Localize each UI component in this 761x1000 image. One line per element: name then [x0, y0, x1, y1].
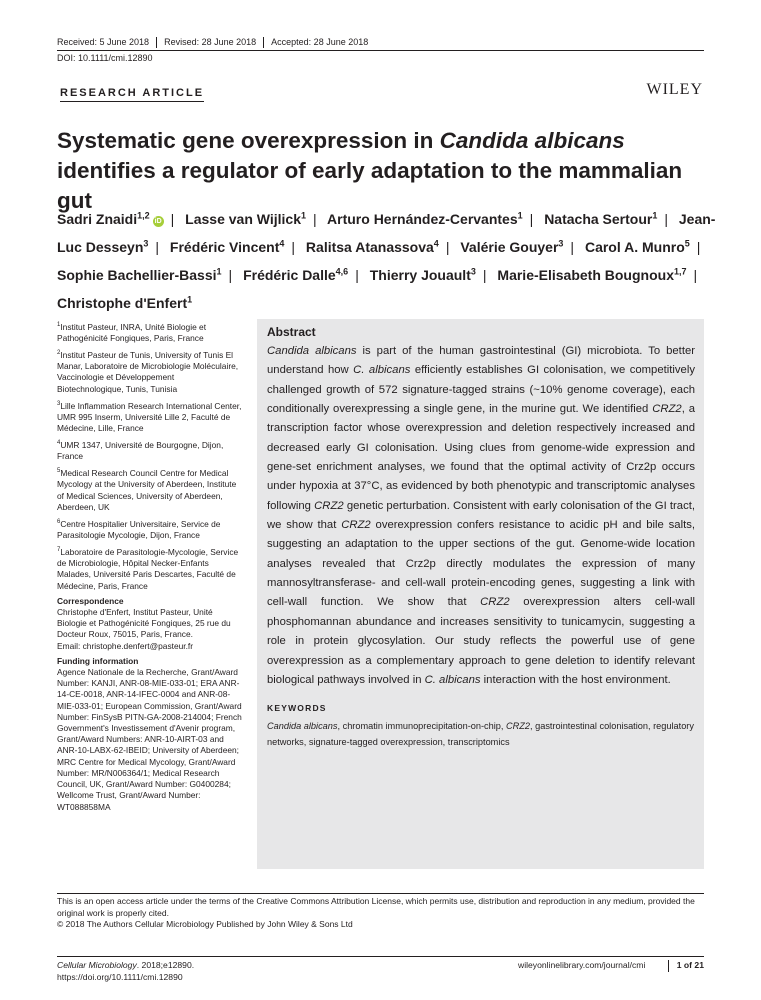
author-separator: | [664, 210, 668, 227]
author: Carol A. Munro$^5$ [584, 238, 690, 255]
author: Christophe d'Enfert$^1$ [57, 294, 193, 312]
license-text: This is an open access article under the terms of the Creative Commons Attribution License, which permits use, distribution and reproduction in any medium, provided the original work is properly cited. [57, 896, 695, 918]
author: Valérie Gouyer$^3$ [460, 238, 564, 255]
author: Frédéric Dalle$^{4,6}$ [243, 266, 349, 283]
affiliation-list [57, 320, 243, 592]
author-separator: | [228, 266, 233, 283]
author-separator: | [570, 238, 575, 255]
author-separator: | [445, 238, 450, 255]
doi[interactable]: DOI: 10.1111/cmi.12890 [57, 53, 153, 63]
publication-dates [57, 37, 382, 48]
author: Natacha Sertour$^1$ [544, 210, 658, 227]
author-separator: | [529, 210, 534, 227]
license-notice [57, 896, 707, 931]
abstract-text: Candida albicans is part of the human gastrointestinal (GI) microbiota. To better understand how C. albicans efficiently establishes GI colonisation, we competitively challenged growth of 572 signature-tagged strains (~10% genome coverage), each conditionally overexpressing a single gene, in the murine gut. We identified CRZ2, a transcription factor whose overexpression and deletion respectively increased and decreased early GI colonisation. Using clues from genome-wide expression and gene-set enrichment analyses, we found that the optimal activity of Crz2p occurs under hypoxia at 37°C, as evidenced by both phenotypic and transcriptomic analyses following CRZ2 genetic perturbation. Consistent with early colonisation of the GI tract, we show that CRZ2 overexpression confers resistance to acidic pH and bile salts, suggesting an adaptation to the upper sections of the gut. Genome-wide location analyses revealed that Crz2p directly modulates the expression of many mannosyltransferase- and cell-wall protein-encoding genes, suggesting a link with cell-wall function. We show that CRZ2 overexpression alters cell-wall phosphomannan abundance and increases sensitivity to tunicamycin, suggesting a role in protein glycosylation. Our study reflects the powerful use of gene overexpression as a complementary approach to gene deletion to identify relevant biological pathways involved in C. albicans interaction with the host environment. [267, 345, 696, 686]
author: Sophie Bachellier-Bassi$^1$ [57, 266, 222, 283]
author: Lasse van Wijlick$^1$ [185, 210, 307, 227]
affiliation: $^1$Institut Pasteur, INRA, Unité Biologie et Pathogénicité Fongiques, Paris, France [57, 321, 207, 343]
author: Marie-Elisabeth Bougnoux$^{1,7}$ [497, 266, 687, 283]
journal-site-link[interactable]: wileyonlinelibrary.com/journal/cmi [518, 960, 646, 970]
author: Sadri Znaidi$^{1,2}$iD [57, 210, 162, 227]
author: Ralitsa Atanassova$^4$ [305, 238, 439, 255]
funding-heading: Funding information [57, 655, 139, 666]
affiliation: $^4$UMR 1347, Université de Bourgogne, Dijon, France [57, 440, 224, 462]
author: Jean-Luc Desseyn$^3$ [57, 210, 716, 255]
footer-divider [668, 960, 669, 972]
journal-name: Cellular Microbiology [57, 960, 137, 970]
sidebar-info [57, 320, 243, 813]
doi-link[interactable]: https://doi.org/10.1111/cmi.12890 [57, 971, 183, 982]
funding-text: Agence Nationale de la Recherche, Grant/Award Number: KANJI, ANR-08-MIE-033-01; ERA ANR-14-CE-0018, ANR-14-IFEC-0004 and ANR-08-MIE-033-01; European Commission, Grant/Award Number: FinSysB PITN-GA-2008-214004; French Government's Investissement d'Avenir program, Grant/Award Numbers: ANR-10-AIRT-03 and ANR-10-LABX-62-IBEID; University of Aberdeen; MRC Centre for Medical Mycology, Grant/Award Number: MR/N006364/1; Medical Research Council, UK, Grant/Award Number: G0400284; Wellcome Trust, Grant/Award Number: WT088858MA [57, 667, 242, 812]
citation-info: . 2018;e12890. [136, 960, 195, 970]
author-separator: | [170, 210, 175, 227]
copyright-text: © 2018 The Authors Cellular Microbiology Published by John Wiley & Sons Ltd [57, 919, 353, 930]
keywords-text: Candida albicans, chromatin immunoprecipitation-on-chip, CRZ2, gastrointestinal colonisation, regulatory networks, signature-tagged overexpression, transcriptomics [267, 721, 694, 747]
orcid-icon[interactable]: iD [154, 217, 162, 225]
correspondence-heading: Correspondence [57, 595, 124, 606]
correspondence-email[interactable]: Email: christophe.denfert@pasteur.fr [57, 640, 194, 651]
author: Frédéric Vincent$^4$ [169, 238, 285, 255]
footer-citation [57, 960, 194, 983]
keywords-heading: KEYWORDS [267, 703, 327, 714]
publisher-logo: WILEY [646, 81, 703, 98]
author: Thierry Jouault$^3$ [369, 266, 476, 283]
header-rule [57, 50, 704, 51]
abstract-heading: Abstract [267, 325, 316, 339]
affiliation: $^6$Centre Hospitalier Universitaire, Service de Parasitologie Mycologie, Dijon, France [57, 518, 221, 541]
affiliation: $^5$Medical Research Council Centre for Medical Mycology at the University of Aberdeen, Institute of Medical Sciences, University of Aberdeen, Aberdeen, UK [57, 468, 237, 512]
affiliation: $^2$Institut Pasteur de Tunis, University of Tunis El Manar, Laboratoire de Microbiologie Moléculaire, Vaccinologie et Développement Biotechnologique, Tunis, Tunisia [57, 350, 239, 394]
license-rule [57, 893, 704, 894]
author-separator: | [291, 238, 296, 255]
affiliation: $^3$Lille Inflammation Research International Center, UMR 995 Inserm, Université Lille 2, Faculté de Médecine, Lille, France [57, 400, 242, 434]
author-separator: | [155, 238, 160, 255]
abstract-box [257, 319, 704, 869]
author-separator: | [355, 266, 359, 283]
author-separator: | [693, 266, 698, 283]
article-title: Systematic gene overexpression in Candida albicans identifies a regulator of early adaptation to the mammalian gut [57, 128, 683, 213]
affiliation: $^7$Laboratoire de Parasitologie-Mycologie, Service de Microbiologie, Hôpital Necker-Enfants Malades, Université Paris Descartes, Faculté de Médecine, Paris, France [57, 547, 239, 591]
revised-date: Revised: 28 June 2018 [164, 37, 264, 48]
article-type: RESEARCH ARTICLE [60, 87, 204, 102]
correspondence-text: Christophe d'Enfert, Institut Pasteur, Unité Biologie et Pathogénicité Fongiques, 25 rue du Docteur Roux, 75015, Paris, France. [57, 607, 231, 640]
page-number: 1 of 21 [676, 960, 704, 970]
author-list [57, 203, 717, 316]
author-separator: | [313, 210, 317, 227]
author: Arturo Hernández-Cervantes$^1$ [327, 210, 523, 227]
author-separator: | [696, 238, 701, 255]
author-separator: | [482, 266, 487, 283]
footer-rule [57, 956, 704, 957]
received-date: Received: 5 June 2018 [57, 37, 157, 48]
accepted-date: Accepted: 28 June 2018 [271, 37, 369, 47]
